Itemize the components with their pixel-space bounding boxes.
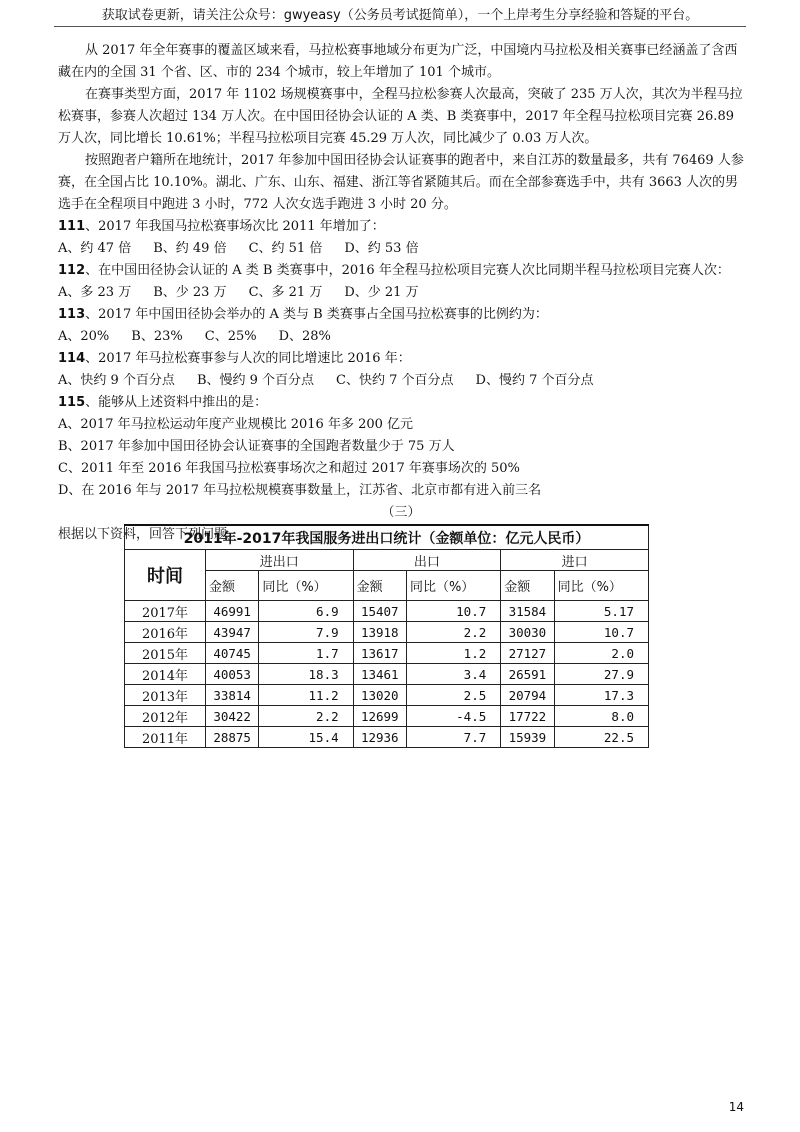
cell-import-yoy: 27.9 (554, 664, 648, 685)
cell-total-amount: 28875 (206, 727, 259, 748)
paragraph-runner-origin: 按照跑者户籍所在地统计，2017 年参加中国田径协会认证赛事的跑者中，来自江苏的数量最多，共有 76469 人参赛，在全国占比 10.10%。湖北、广东、山东、福建、浙江等省紧随其后。而在全部参赛选手中，共有 3663 人次的男选手在全程项目中跑进 3 小时，772 人次女选手跑进 3 小时 20 分。 (58, 153, 744, 212)
cell-total-amount: 40745 (206, 643, 259, 664)
cell-export-amount: 15407 (353, 601, 406, 622)
option-a: A、20% (58, 329, 110, 344)
table-header-total: 进出口 (206, 550, 354, 571)
question-number: 114 (58, 351, 86, 366)
cell-total-yoy: 1.7 (259, 643, 353, 664)
cell-export-amount: 12936 (353, 727, 406, 748)
cell-import-amount: 27127 (501, 643, 554, 664)
cell-total-yoy: 11.2 (259, 685, 353, 706)
cell-export-yoy: 10.7 (406, 601, 500, 622)
cell-total-amount: 40053 (206, 664, 259, 685)
question-stem: 、在中国田径协会认证的 A 类 B 类赛事中，2016 年全程马拉松项目完赛人次比同期半程马拉松项目完赛人次： (85, 263, 730, 278)
cell-import-amount: 30030 (501, 622, 554, 643)
option-d: D、慢约 7 个百分点 (475, 373, 594, 388)
cell-import-yoy: 2.0 (554, 643, 648, 664)
row-year: 2012年 (125, 706, 206, 727)
page-header-banner: 获取试卷更新，请关注公众号：gwyeasy（公务员考试挺简单），一个上岸考生分享经验和答疑的平台。 (101, 8, 699, 23)
question-number: 111 (58, 219, 86, 234)
document-body (58, 40, 744, 546)
question-stem: 、2017 年马拉松赛事参与人次的同比增速比 2016 年： (85, 351, 411, 366)
option-c: C、快约 7 个百分点 (336, 373, 454, 388)
service-trade-table-container (124, 524, 649, 748)
option-c: C、约 51 倍 (248, 241, 323, 256)
cell-total-yoy: 6.9 (259, 601, 353, 622)
header-divider (54, 26, 746, 27)
question-number: 112 (58, 263, 86, 278)
cell-export-amount: 13918 (353, 622, 406, 643)
option-b: B、慢约 9 个百分点 (196, 373, 315, 388)
question-options (58, 238, 744, 260)
row-year: 2013年 (125, 685, 206, 706)
table-row (125, 706, 649, 727)
table-header-import: 进口 (501, 550, 649, 571)
option-b: B、23% (131, 329, 183, 344)
question-111 (58, 216, 744, 260)
option-a: A、多 23 万 (58, 285, 132, 300)
paragraph-coverage: 从 2017 年全年赛事的覆盖区域来看，马拉松赛事地域分布更为广泛，中国境内马拉松及相关赛事已经涵盖了含西藏在内的全国 31 个省、区、市的 234 个城市，较上年增加了 101 个城市。 (58, 43, 738, 80)
option-c: C、25% (204, 329, 257, 344)
cell-import-amount: 20794 (501, 685, 554, 706)
cell-import-yoy: 22.5 (554, 727, 648, 748)
section-intro: 根据以下资料，回答下列问题。 (58, 527, 241, 542)
question-stem: 、2017 年中国田径协会举办的 A 类与 B 类赛事占全国马拉松赛事的比例约为： (85, 307, 548, 322)
question-options (58, 370, 744, 392)
cell-total-amount: 46991 (206, 601, 259, 622)
paragraph-event-types: 在赛事类型方面，2017 年 1102 场规模赛事中，全程马拉松参赛人次最高，突破了 235 万人次，其次为半程马拉松赛事，参赛人次超过 134 万人次。在中国田径协会认证的 A 类、B 类赛事中，2017 年全程马拉松项目完赛 26.89 万人次，同比增长 10.61%；半程马拉松项目完赛 45.29 万人次，同比减少了 0.03 万人次。 (58, 87, 743, 146)
option-a: A、2017 年马拉松运动年度产业规模比 2016 年多 200 亿元 (58, 417, 414, 432)
table-row (125, 664, 649, 685)
question-options (58, 282, 744, 304)
table-row (125, 622, 649, 643)
cell-export-amount: 13461 (353, 664, 406, 685)
table-title: 2011年-2017年我国服务进出口统计（金额单位：亿元人民币） (125, 525, 649, 550)
cell-total-yoy: 7.9 (259, 622, 353, 643)
option-d: D、在 2016 年与 2017 年马拉松规模赛事数量上，江苏省、北京市都有进入前三名 (58, 483, 542, 498)
question-stem: 、2017 年我国马拉松赛事场次比 2011 年增加了： (85, 219, 385, 234)
row-year: 2016年 (125, 622, 206, 643)
option-d: D、约 53 倍 (344, 241, 419, 256)
question-stem: 、能够从上述资料中推出的是： (85, 395, 268, 410)
row-year: 2014年 (125, 664, 206, 685)
option-d: D、28% (278, 329, 331, 344)
question-112 (58, 260, 744, 304)
service-trade-table (124, 524, 649, 748)
row-year: 2011年 (125, 727, 206, 748)
cell-import-amount: 15939 (501, 727, 554, 748)
cell-total-yoy: 15.4 (259, 727, 353, 748)
table-row (125, 643, 649, 664)
table-subheader-yoy: 同比（%） (554, 571, 648, 601)
cell-export-yoy: 7.7 (406, 727, 500, 748)
option-a: A、约 47 倍 (58, 241, 132, 256)
option-b: B、少 23 万 (153, 285, 227, 300)
option-b: B、2017 年参加中国田径协会认证赛事的全国跑者数量少于 75 万人 (58, 439, 455, 454)
cell-total-amount: 30422 (206, 706, 259, 727)
cell-import-yoy: 10.7 (554, 622, 648, 643)
cell-total-amount: 43947 (206, 622, 259, 643)
table-row (125, 727, 649, 748)
question-115 (58, 392, 744, 502)
table-subheader-amount: 金额 (206, 571, 259, 601)
cell-export-yoy: -4.5 (406, 706, 500, 727)
question-number: 113 (58, 307, 86, 322)
option-d: D、少 21 万 (344, 285, 419, 300)
cell-import-amount: 26591 (501, 664, 554, 685)
table-header-time: 时间 (125, 550, 206, 601)
row-year: 2015年 (125, 643, 206, 664)
question-114 (58, 348, 744, 392)
question-options (58, 326, 744, 348)
question-number: 115 (58, 395, 86, 410)
cell-import-yoy: 17.3 (554, 685, 648, 706)
row-year: 2017年 (125, 601, 206, 622)
cell-import-amount: 31584 (501, 601, 554, 622)
option-c: C、多 21 万 (248, 285, 323, 300)
option-c: C、2011 年至 2016 年我国马拉松赛事场次之和超过 2017 年赛事场次的 50% (58, 461, 520, 476)
section-heading: （三） (381, 505, 421, 520)
cell-export-yoy: 2.2 (406, 622, 500, 643)
option-a: A、快约 9 个百分点 (58, 373, 175, 388)
table-row (125, 601, 649, 622)
table-subheader-yoy: 同比（%） (406, 571, 500, 601)
cell-import-yoy: 8.0 (554, 706, 648, 727)
table-subheader-amount: 金额 (353, 571, 406, 601)
cell-total-yoy: 18.3 (259, 664, 353, 685)
cell-export-yoy: 2.5 (406, 685, 500, 706)
table-subheader-yoy: 同比（%） (259, 571, 353, 601)
table-header-export: 出口 (353, 550, 501, 571)
cell-export-yoy: 3.4 (406, 664, 500, 685)
cell-export-amount: 12699 (353, 706, 406, 727)
question-113 (58, 304, 744, 348)
cell-export-amount: 13617 (353, 643, 406, 664)
cell-total-amount: 33814 (206, 685, 259, 706)
cell-total-yoy: 2.2 (259, 706, 353, 727)
page-number: 14 (728, 1100, 744, 1114)
cell-export-amount: 13020 (353, 685, 406, 706)
table-row (125, 685, 649, 706)
table-subheader-amount: 金额 (501, 571, 554, 601)
cell-import-amount: 17722 (501, 706, 554, 727)
cell-import-yoy: 5.17 (554, 601, 648, 622)
option-b: B、约 49 倍 (153, 241, 227, 256)
cell-export-yoy: 1.2 (406, 643, 500, 664)
